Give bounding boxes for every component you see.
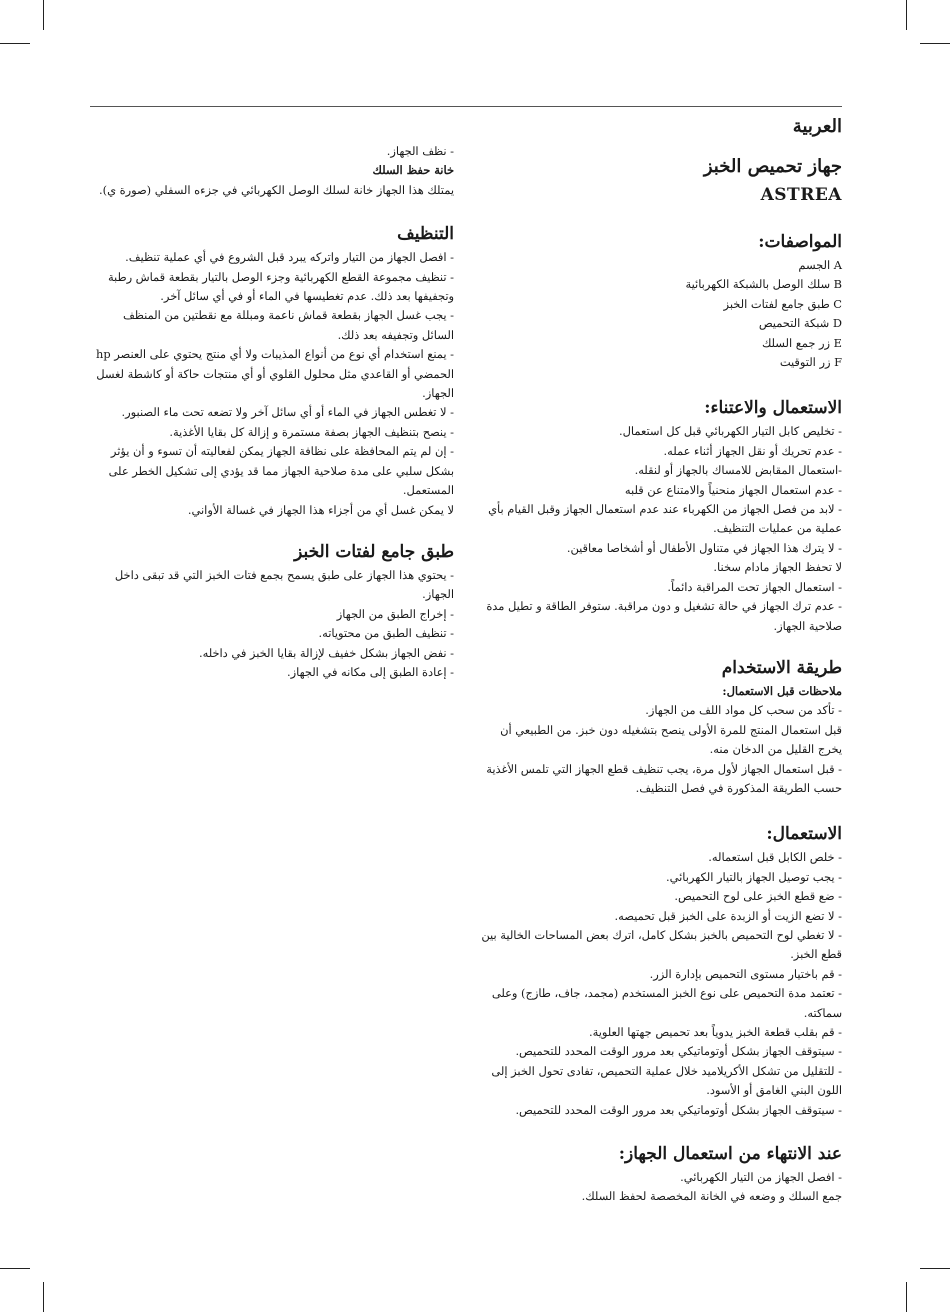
list-item: - لا يترك هذا الجهاز في متناول الأطفال أو أشخاصا معاقين. <box>566 540 842 555</box>
list-item: - لا تغطي لوح التحميص بالخبز بشكل كامل، اترك بعض المساحات الخالية بين قطع الخبز. <box>481 927 842 962</box>
list-item: - عدم ترك الجهاز في حالة تشغيل و دون مراقبة. ستوفر الطاقة و تطيل مدة صلاحية الجهاز. <box>486 599 842 633</box>
list-item: - استعمال الجهاز تحت المراقبة دائماً. <box>667 579 842 594</box>
crop-mark <box>920 43 950 44</box>
cord-heading: خانة حفظ السلك <box>372 163 454 178</box>
crop-mark <box>906 1282 907 1312</box>
list-item: B سلك الوصل بالشبكة الكهربائية <box>685 277 842 292</box>
crop-mark <box>0 1268 30 1269</box>
list-item: - يجب توصيل الجهاز بالتيار الكهربائي. <box>665 869 842 884</box>
list-item: لا يمكن غسل أي من أجزاء هذا الجهاز في غسالة الأواني. <box>187 502 454 517</box>
list-item: - سيتوقف الجهاز بشكل أوتوماتيكي بعد مرور الوقت المحدد للتحميص. <box>515 1044 842 1059</box>
right-column <box>480 114 842 1207</box>
crumb-tray-section <box>90 540 454 682</box>
crumb-tray-list <box>90 566 454 682</box>
list-item: - عدم استعمال الجهاز منحنياً والامتناع عن قلبه <box>624 482 842 497</box>
specs-heading: المواصفات: <box>758 232 842 252</box>
usage-section <box>480 822 842 1120</box>
care-section <box>480 396 842 635</box>
method-subheading: ملاحظات قبل الاستعمال: <box>722 683 842 698</box>
list-item: - عدم تحريك أو نقل الجهاز أثناء عمله. <box>663 443 842 458</box>
list-item: - إخراج الطبق من الجهاز <box>336 606 454 621</box>
list-item: C طبق جامع لفتات الخبز <box>723 296 842 311</box>
finish-heading: عند الانتهاء من استعمال الجهاز: <box>618 1144 842 1165</box>
list-item: - قبل استعمال الجهاز لأول مرة، يجب تنظيف قطع الجهاز التي تلمس الأغذية حسب الطريقة المذكورة في فصل التنظيف. <box>486 761 842 795</box>
list-item: - يجب غسل الجهاز بقطعة قماش ناعمة ومبللة مع نقطتين من المنظف السائل وتجفيفه بعد ذلك. <box>123 308 454 342</box>
method-section <box>480 656 842 798</box>
product-title: جهاز تحميص الخبز <box>703 156 842 177</box>
list-item: - قم باختيار مستوى التحميص بإدارة الزر. <box>649 966 842 981</box>
list-item: - ينصح بتنظيف الجهاز بصفة مستمرة و إزالة كل بقايا الأغذية. <box>169 424 454 439</box>
list-item: - تأكد من سحب كل مواد اللف من الجهاز. <box>645 703 842 718</box>
cord-section <box>90 142 454 200</box>
cleaning-heading: التنظيف <box>397 224 454 245</box>
crop-mark <box>43 0 44 30</box>
list-item: - تنظيف الطبق من محتوياته. <box>318 626 454 641</box>
list-item: - قم بقلب قطعة الخبز يدوياً بعد تحميص جهتها العلوية. <box>588 1025 842 1039</box>
list-item: - تعتمد مدة التحميص على نوع الخبز المستخدم (مجمد، جاف، طازج) وعلى سماكته. <box>491 986 842 1020</box>
specs-list <box>480 256 842 372</box>
list-item: - خلص الكابل قبل استعماله. <box>708 850 842 865</box>
left-column <box>90 142 454 682</box>
crumb-tray-heading: طبق جامع لفتات الخبز <box>294 541 454 562</box>
header-rule <box>90 106 842 107</box>
list-item: - لا تغطس الجهاز في الماء أو أي سائل آخر ولا تضعه تحت ماء الصنبور. <box>121 405 454 420</box>
list-item: - إعادة الطبق إلى مكانه في الجهاز. <box>287 664 454 679</box>
list-item: A الجسم <box>798 258 842 272</box>
list-item: - تخليص كابل التيار الكهربائي قبل كل استعمال. <box>619 424 842 439</box>
crop-mark <box>920 1268 950 1269</box>
list-item: E زر جمع السلك <box>761 335 842 350</box>
list-item: - إن لم يتم المحافظة على نظافة الجهاز يمكن لفعاليته أن تسوء و أن يؤثر بشكل سلبي على مدة صلاحية الجهاز مما قد يؤدي إلى تشكيل الخطر على المستعمل. <box>108 444 454 498</box>
list-item: جمع السلك و وضعه في الخانة المخصصة لحفظ السلك. <box>581 1189 842 1204</box>
finish-list <box>480 1168 842 1207</box>
list-item: - تنظيف مجموعة القطع الكهربائية وجزء الوصل بالتيار بقطعة قماش رطبة وتجفيفها بعد ذلك. عدم تغطيسها في الماء أو في أي سائل آخر. <box>107 269 454 304</box>
list-item: - افصل الجهاز من التيار واتركه يبرد قبل الشروع في أي عملية تنظيف. <box>125 250 454 265</box>
list-item: - لابد من فصل الجهاز من الكهرباء عند عدم استعمال الجهاز وقبل القيام بأي عملية من عمليات التنظيف. <box>488 502 842 536</box>
care-heading: الاستعمال والاعتناء: <box>704 398 842 419</box>
method-heading: طريقة الاستخدام <box>721 657 842 678</box>
list-item: - يحتوي هذا الجهاز على طبق يسمح بجمع فتات الخبز التي قد تبقى داخل الجهاز. <box>114 567 454 602</box>
list-item: F زر التوقيت <box>779 355 842 370</box>
list-item: - افصل الجهاز من التيار الكهربائي. <box>680 1170 842 1185</box>
list-item: -استعمال المقابض للامساك بالجهاز أو لنقله. <box>634 463 842 478</box>
language-label: العربية <box>792 116 842 137</box>
method-list <box>480 701 842 798</box>
cleaning-section <box>90 222 454 520</box>
list-item: - نفض الجهاز بشكل خفيف لإزالة بقايا الخبز في داخله. <box>198 645 454 660</box>
cord-top-item: - نظف الجهاز. <box>386 144 454 158</box>
list-item: قبل استعمال المنتج للمرة الأولى ينصح بتشغيله دون خبز. من الطبيعي أن يخرج القليل من الدخان منه. <box>500 722 842 757</box>
care-list <box>480 422 842 635</box>
specs-section <box>480 230 842 372</box>
cord-text: يمتلك هذا الجهاز خانة لسلك الوصل الكهربائي في جزءه السفلي (صورة ي). <box>99 182 454 197</box>
crop-mark <box>43 1282 44 1312</box>
cleaning-list <box>90 248 454 520</box>
list-item: D شبكة التحميص <box>758 316 842 331</box>
model-name: ASTREA <box>760 185 842 205</box>
crop-mark <box>906 0 907 30</box>
list-item: - ضع قطع الخبز على لوح التحميص. <box>674 889 842 904</box>
list-item: - للتقليل من تشكل الأكريلاميد خلال عملية التحميص، تفادى تحول الخبز إلى اللون البني الغامق أو الأسود. <box>491 1063 842 1098</box>
usage-heading: الاستعمال: <box>766 824 842 845</box>
usage-list <box>480 848 842 1120</box>
list-item: - يمنع استخدام أي نوع من أنواع المذيبات ولا أي منتج يحتوي على العنصر hp الحمضي أو القاعدي مثل محلول القلوي أو أي منتجات حاكة أو كاشطة لغسل الجهاز. <box>96 347 454 401</box>
finish-section <box>480 1142 842 1207</box>
list-item: - لا تضع الزيت أو الزبدة على الخبز قبل تحميصه. <box>614 908 842 923</box>
list-item: لا تحفظ الجهاز مادام سخنا. <box>713 560 842 575</box>
list-item: - سيتوقف الجهاز بشكل أوتوماتيكي بعد مرور الوقت المحدد للتحميص. <box>515 1102 842 1117</box>
crop-mark <box>0 43 30 44</box>
